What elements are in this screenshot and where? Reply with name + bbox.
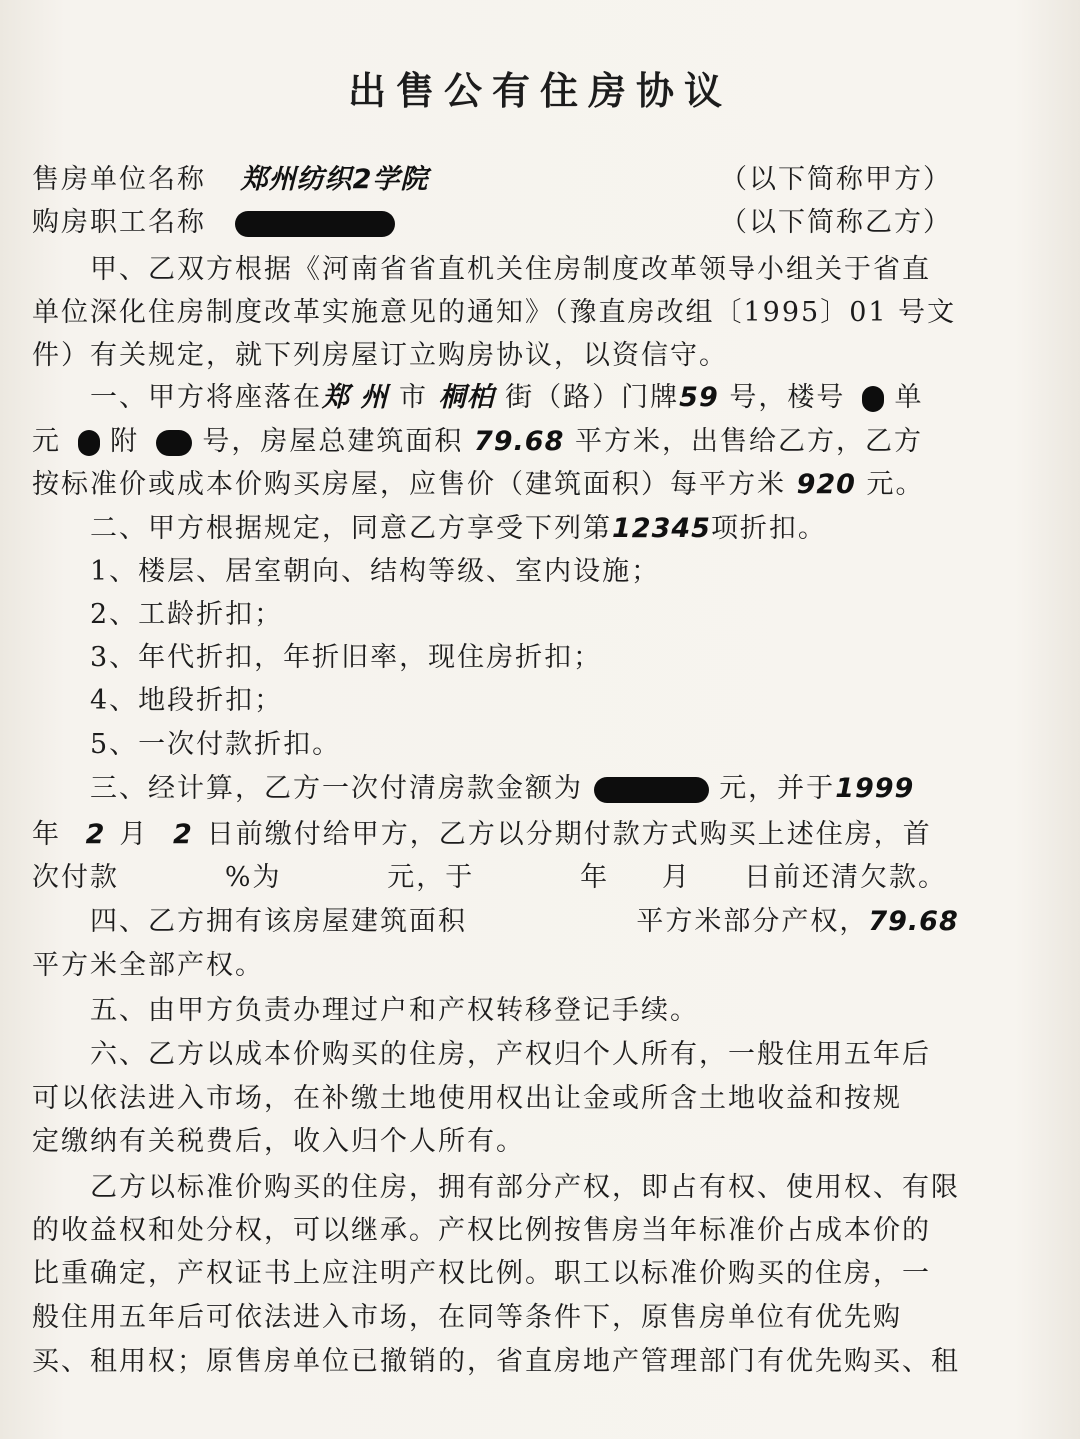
clause3-line-3: 次付款 %为 元，于 年 月 日前还清欠款。 — [32, 862, 947, 893]
clause1-text-k: 元。 — [855, 469, 925, 500]
clause5-line: 五、由甲方负责办理过户和产权转移登记手续。 — [90, 995, 699, 1026]
clause2-item-4: 4、地段折扣； — [90, 685, 284, 716]
clause7-line-1: 乙方以标准价购买的住房，拥有部分产权，即占有权、使用权、有限 — [90, 1172, 960, 1203]
clause3-year: 1999 — [835, 773, 915, 804]
buyer-label: 购房职工名称 — [32, 207, 206, 238]
amount-redaction — [594, 777, 709, 803]
clause3-line-2 — [32, 817, 952, 853]
clause1-text-a: 一、甲方将座落在 — [90, 382, 322, 413]
clause2-items-handwritten: 12345 — [612, 513, 711, 544]
intro-line-3: 件）有关规定，就下列房屋订立购房协议，以资信守。 — [32, 340, 728, 371]
clause1-text-b: 市 — [388, 382, 439, 413]
clause2-line — [32, 511, 1010, 547]
clause1-number: 59 — [679, 382, 719, 413]
clause4-area: 79.68 — [868, 906, 959, 937]
clause2-item-3: 3、年代折扣，年折旧率，现住房折扣； — [90, 642, 603, 673]
annex-redaction — [156, 430, 192, 456]
buyer-line — [32, 205, 952, 241]
clause3-month: 2 — [85, 819, 106, 850]
clause7-line-4: 般住用五年后可依法进入市场，在同等条件下，原售房单位有优先购 — [32, 1302, 902, 1333]
buyer-note: （以下简称乙方） — [720, 207, 952, 238]
clause1-text-e: 单 — [883, 382, 924, 413]
clause2-item-1: 1、楼层、居室朝向、结构等级、室内设施； — [90, 556, 661, 587]
clause3-text-d: 月 — [119, 819, 149, 850]
clause3-text-c: 年 — [32, 819, 61, 850]
clause7-line-3: 比重确定，产权证书上应注明产权比例。职工以标准价购买的住房，一 — [32, 1258, 931, 1289]
clause7-line-5: 买、租用权；原售房单位已撤销的，省直房地产管理部门有优先购买、租 — [32, 1346, 960, 1377]
clause1-line-2 — [32, 424, 952, 460]
clause1-price: 920 — [796, 469, 856, 500]
seller-note: （以下简称甲方） — [720, 164, 952, 195]
clause4-line-2: 平方米全部产权。 — [32, 950, 264, 981]
clause1-area: 79.68 — [473, 426, 565, 457]
clause2-text-b: 项折扣。 — [710, 513, 827, 544]
clause2-item-2: 2、工龄折扣； — [90, 599, 284, 630]
clause6-line-2: 可以依法进入市场，在补缴土地使用权出让金或所含土地收益和按规 — [32, 1083, 902, 1114]
clause1-line-1 — [32, 380, 1010, 416]
clause1-text-c: 街（路）门牌 — [494, 382, 680, 413]
clause1-text-j: 按标准价或成本价购买房屋，应售价（建筑面积）每平方米 — [32, 469, 797, 500]
clause1-text-i: 平方米，出售给乙方，乙方 — [564, 426, 923, 457]
document-title: 出售公有住房协议 — [347, 69, 732, 113]
unit-redaction — [78, 430, 100, 456]
clause1-text-f: 元 — [32, 426, 61, 457]
clause1-text-g: 附 — [99, 426, 140, 457]
clause3-text-e: 日前缴付给甲方，乙方以分期付款方式购买上述住房，首 — [206, 819, 932, 850]
seller-value: 郑州纺织2学院 — [240, 164, 429, 195]
seller-line — [32, 162, 952, 198]
intro-line-2: 单位深化住房制度改革实施意见的通知》（豫直房改组〔1995〕01 号文 — [32, 297, 957, 328]
clause1-text-h: 号，房屋总建筑面积 — [191, 426, 474, 457]
clause3-text-b: 元，并于 — [719, 773, 836, 804]
seller-label: 售房单位名称 — [32, 164, 206, 195]
clause3-text-a: 三、经计算，乙方一次付清房款金额为 — [90, 773, 583, 804]
clause4-text-a: 四、乙方拥有该房屋建筑面积 平方米部分产权， — [90, 906, 869, 937]
clause2-item-5: 5、一次付款折扣。 — [90, 729, 342, 760]
clause2-text-a: 二、甲方根据规定，同意乙方享受下列第 — [90, 513, 612, 544]
clause4-line-1 — [32, 904, 1010, 940]
clause3-line-1 — [32, 771, 1010, 807]
buyer-redaction — [235, 211, 395, 237]
building-redaction — [862, 386, 884, 412]
clause6-line-1: 六、乙方以成本价购买的住房，产权归个人所有，一般住用五年后 — [90, 1039, 931, 1070]
clause7-line-2: 的收益权和处分权，可以继承。产权比例按售房当年标准价占成本价的 — [32, 1215, 931, 1246]
clause1-street: 桐柏 — [438, 382, 495, 413]
clause1-line-3 — [32, 467, 952, 503]
clause1-text-d: 号，楼号 — [718, 382, 846, 413]
intro-line-1: 甲、乙双方根据《河南省省直机关住房制度改革领导小组关于省直 — [90, 254, 931, 285]
clause1-city: 郑 州 — [322, 382, 389, 413]
clause3-day: 2 — [172, 819, 193, 850]
clause6-line-3: 定缴纳有关税费后，收入归个人所有。 — [32, 1126, 525, 1157]
